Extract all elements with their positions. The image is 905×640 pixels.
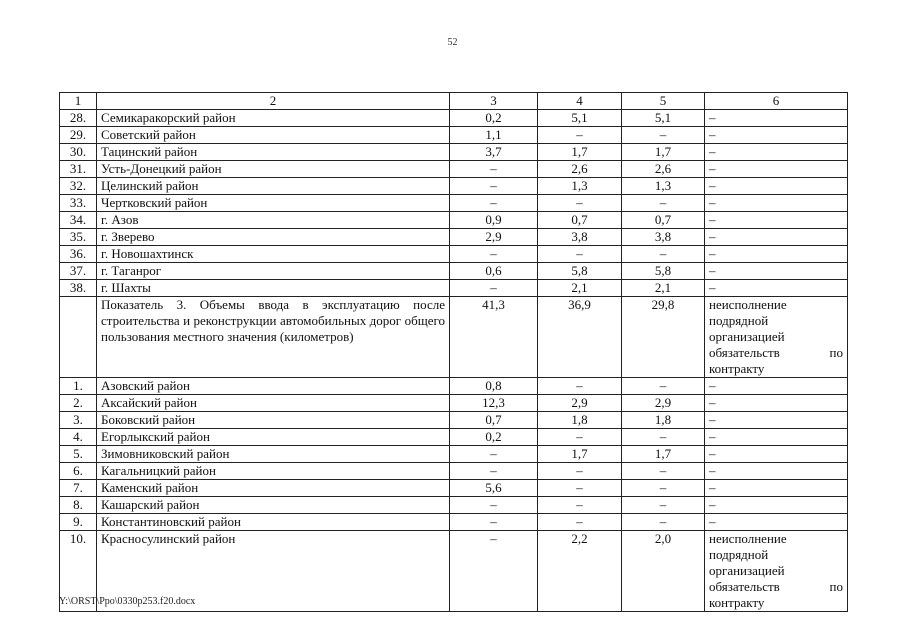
value-col3-cell: 41,3 [450,297,538,378]
value-col5-cell: – [622,463,705,480]
value-col5-cell: 29,8 [622,297,705,378]
value-col4-cell: 1,3 [538,178,622,195]
column-number-header: 4 [538,93,622,110]
note-cell: – [705,144,848,161]
note-cell: – [705,480,848,497]
territory-name-cell: Семикаракорский район [97,110,450,127]
value-col5-cell: 1,7 [622,144,705,161]
note-cell: – [705,412,848,429]
value-col4-cell: 0,7 [538,212,622,229]
value-col4-cell: 2,2 [538,531,622,612]
value-col4-cell: 3,8 [538,229,622,246]
column-number-header: 1 [60,93,97,110]
territory-name-cell: Егорлыкский район [97,429,450,446]
row-number-cell: 38. [60,280,97,297]
row-number-cell: 9. [60,514,97,531]
note-cell: – [705,429,848,446]
territory-name-cell: Боковский район [97,412,450,429]
table-row [60,178,848,195]
value-col5-cell: 2,1 [622,280,705,297]
note-cell: – [705,446,848,463]
value-col3-cell: 2,9 [450,229,538,246]
value-col4-cell: 2,9 [538,395,622,412]
table-row [60,229,848,246]
value-col4-cell: – [538,378,622,395]
value-col3-cell: 0,7 [450,412,538,429]
data-table [59,92,848,612]
territory-name-cell: Аксайский район [97,395,450,412]
value-col4-cell: – [538,127,622,144]
row-number-cell: 36. [60,246,97,263]
table-row [60,195,848,212]
territory-name-cell: Показатель 3. Объемы ввода в эксплуатацию после строительства и реконструкции автомобильных дорог общего пользования местного значения (километров) [97,297,450,378]
value-col5-cell: 2,6 [622,161,705,178]
row-number-cell: 2. [60,395,97,412]
value-col3-cell: – [450,497,538,514]
value-col4-cell: 5,8 [538,263,622,280]
territory-name-cell: г. Зверево [97,229,450,246]
value-col3-cell: 0,8 [450,378,538,395]
value-col5-cell: – [622,514,705,531]
value-col3-cell: 1,1 [450,127,538,144]
table-row [60,110,848,127]
row-number-cell: 33. [60,195,97,212]
value-col4-cell: – [538,463,622,480]
territory-name-cell: Зимовниковский район [97,446,450,463]
row-number-cell: 35. [60,229,97,246]
value-col5-cell: – [622,378,705,395]
row-number-cell: 29. [60,127,97,144]
value-col4-cell: – [538,429,622,446]
note-cell: – [705,514,848,531]
note-cell: – [705,161,848,178]
note-cell: – [705,497,848,514]
note-cell: – [705,395,848,412]
row-number-cell: 6. [60,463,97,480]
value-col4-cell: 2,1 [538,280,622,297]
value-col5-cell: 0,7 [622,212,705,229]
value-col3-cell: – [450,195,538,212]
territory-name-cell: г. Новошахтинск [97,246,450,263]
value-col3-cell: – [450,246,538,263]
row-number-cell: 1. [60,378,97,395]
note-cell: – [705,378,848,395]
value-col4-cell: – [538,480,622,497]
column-number-header: 6 [705,93,848,110]
value-col4-cell: – [538,514,622,531]
row-number-cell: 4. [60,429,97,446]
territory-name-cell: Азовский район [97,378,450,395]
value-col5-cell: 2,0 [622,531,705,612]
note-cell: – [705,246,848,263]
territory-name-cell: г. Шахты [97,280,450,297]
table-row [60,497,848,514]
table-row [60,429,848,446]
territory-name-cell: Усть-Донецкий район [97,161,450,178]
value-col5-cell: – [622,127,705,144]
value-col4-cell: 36,9 [538,297,622,378]
row-number-cell: 31. [60,161,97,178]
value-col4-cell: 1,7 [538,144,622,161]
value-col5-cell: 3,8 [622,229,705,246]
value-col3-cell: – [450,514,538,531]
table-row [60,212,848,229]
value-col3-cell: 12,3 [450,395,538,412]
value-col4-cell: 1,8 [538,412,622,429]
table-row [60,412,848,429]
value-col3-cell: – [450,280,538,297]
column-number-header: 3 [450,93,538,110]
note-cell: – [705,280,848,297]
row-number-cell: 32. [60,178,97,195]
value-col5-cell: 1,3 [622,178,705,195]
value-col4-cell: 5,1 [538,110,622,127]
value-col5-cell: – [622,246,705,263]
value-col4-cell: – [538,246,622,263]
value-col5-cell: – [622,429,705,446]
table-row [60,463,848,480]
value-col4-cell: – [538,497,622,514]
territory-name-cell: Целинский район [97,178,450,195]
column-number-header: 5 [622,93,705,110]
note-cell: – [705,463,848,480]
territory-name-cell: Тацинский район [97,144,450,161]
table-row [60,127,848,144]
territory-name-cell: г. Таганрог [97,263,450,280]
table-header-row [60,93,848,110]
value-col5-cell: 1,7 [622,446,705,463]
table-row [60,161,848,178]
value-col4-cell: 1,7 [538,446,622,463]
value-col5-cell: 1,8 [622,412,705,429]
territory-name-cell: г. Азов [97,212,450,229]
value-col4-cell: 2,6 [538,161,622,178]
value-col5-cell: – [622,195,705,212]
note-cell: – [705,229,848,246]
row-number-cell [60,297,97,378]
table-row [60,480,848,497]
value-col3-cell: – [450,446,538,463]
value-col3-cell: – [450,531,538,612]
value-col3-cell: – [450,178,538,195]
value-col3-cell: – [450,463,538,480]
row-number-cell: 28. [60,110,97,127]
row-number-cell: 37. [60,263,97,280]
territory-name-cell: Советский район [97,127,450,144]
value-col3-cell: 0,6 [450,263,538,280]
note-cell: – [705,195,848,212]
note-cell: – [705,127,848,144]
table-row [60,514,848,531]
territory-name-cell: Каменский район [97,480,450,497]
value-col3-cell: 0,9 [450,212,538,229]
territory-name-cell: Кашарский район [97,497,450,514]
value-col5-cell: 2,9 [622,395,705,412]
footer-file-path: Y:\ORST\Ppo\0330p253.f20.docx [59,596,196,607]
row-number-cell: 3. [60,412,97,429]
value-col5-cell: – [622,480,705,497]
note-cell: – [705,110,848,127]
territory-name-cell: Кагальницкий район [97,463,450,480]
table-row [60,246,848,263]
row-number-cell: 5. [60,446,97,463]
table-row [60,263,848,280]
value-col3-cell: 5,6 [450,480,538,497]
table-row [60,144,848,161]
value-col5-cell: 5,8 [622,263,705,280]
value-col5-cell: 5,1 [622,110,705,127]
note-cell: – [705,263,848,280]
territory-name-cell: Красносулинский район [97,531,450,612]
row-number-cell: 10. [60,531,97,612]
table-row [60,297,848,378]
note-cell: – [705,178,848,195]
page-number: 52 [447,37,458,48]
column-number-header: 2 [97,93,450,110]
note-cell: – [705,212,848,229]
note-cell: неисполнение подрядной организацией обязательств по контракту [705,297,848,378]
table-row [60,395,848,412]
note-cell: неисполнение подрядной организацией обязательств по контракту [705,531,848,612]
value-col3-cell: 0,2 [450,110,538,127]
row-number-cell: 34. [60,212,97,229]
row-number-cell: 7. [60,480,97,497]
value-col5-cell: – [622,497,705,514]
territory-name-cell: Константиновский район [97,514,450,531]
table-row [60,378,848,395]
value-col3-cell: 3,7 [450,144,538,161]
row-number-cell: 8. [60,497,97,514]
value-col3-cell: – [450,161,538,178]
row-number-cell: 30. [60,144,97,161]
value-col3-cell: 0,2 [450,429,538,446]
table-row [60,280,848,297]
value-col4-cell: – [538,195,622,212]
table-row [60,446,848,463]
territory-name-cell: Чертковский район [97,195,450,212]
